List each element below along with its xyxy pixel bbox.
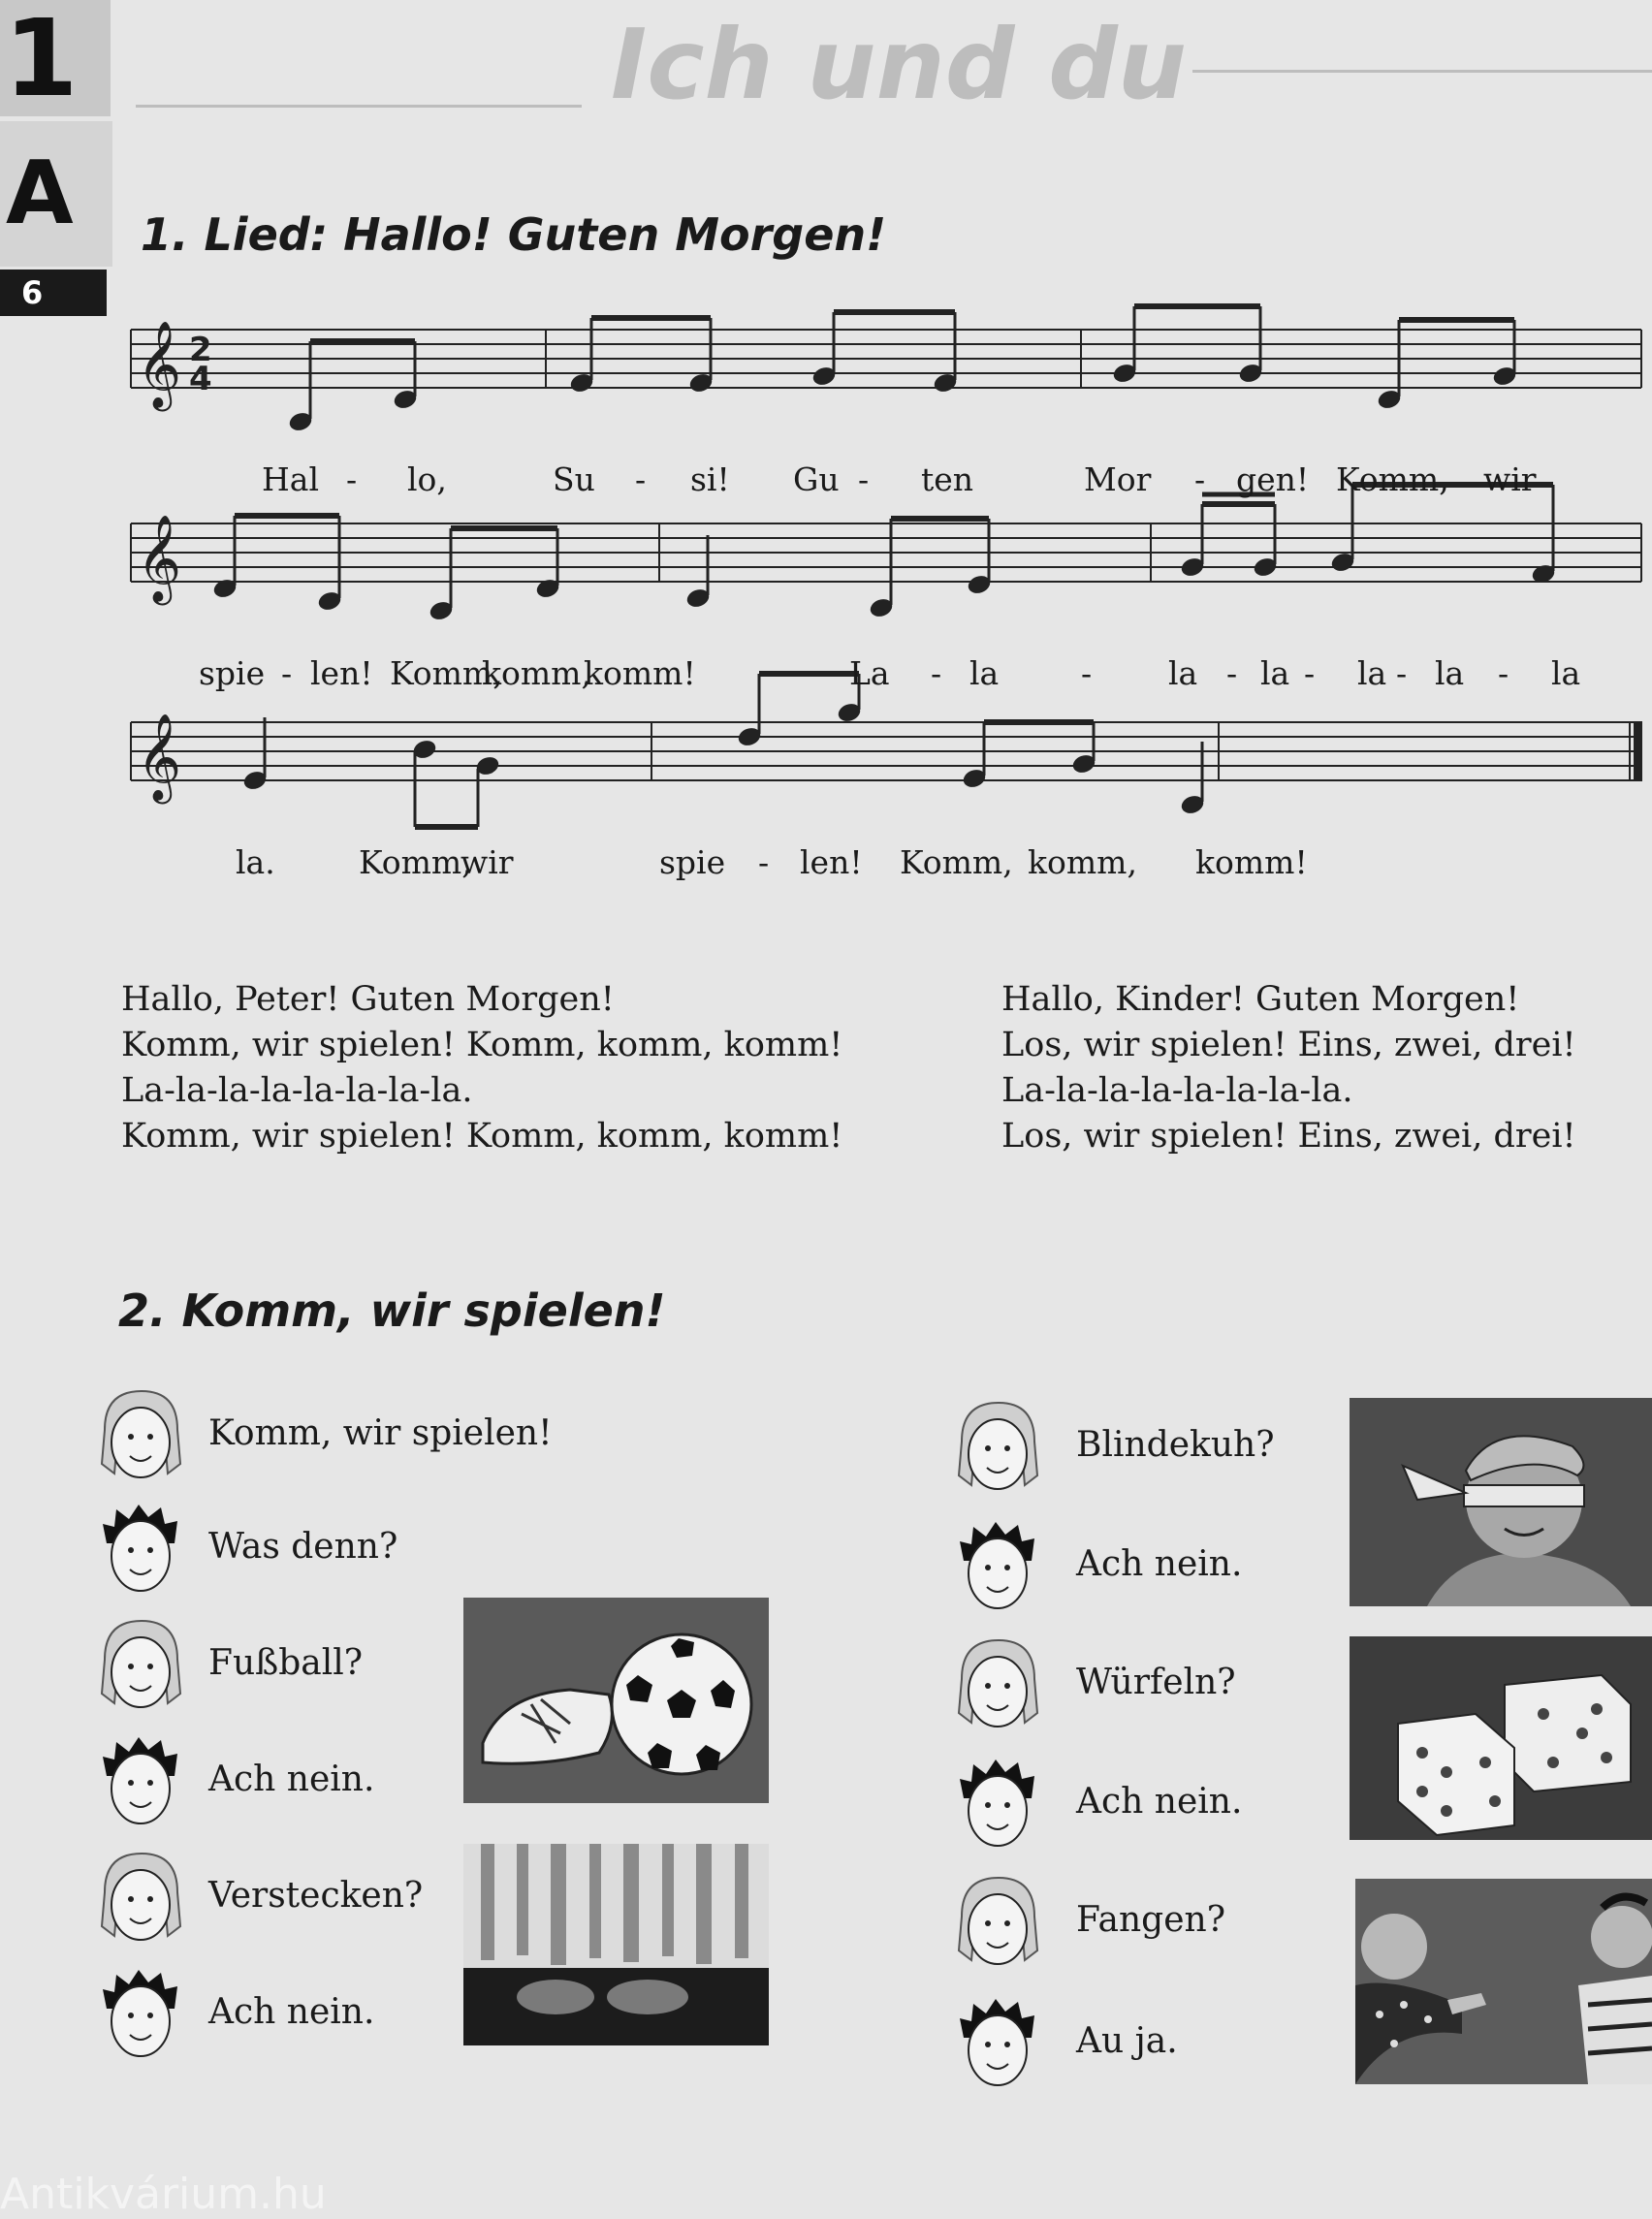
stanza-right-line: Los, wir spielen! Eins, zwei, drei! [1001, 1026, 1576, 1064]
boy-face-icon [95, 1500, 187, 1597]
lyric-syllable: - [281, 654, 293, 692]
left-dialog-line: Verstecken? [208, 1876, 424, 1916]
lyric-syllable: - [758, 843, 770, 881]
lyric-syllable: la [1357, 654, 1387, 692]
girl-face-icon [95, 1616, 187, 1713]
chapter-title: Ich und du [611, 8, 1188, 121]
stanza-left-line: Komm, wir spielen! Komm, komm, komm! [121, 1026, 843, 1064]
lyric-syllable: lo, [407, 460, 447, 498]
boy-face-icon [952, 1517, 1044, 1614]
right-dialog-line: Ach nein. [1076, 1544, 1243, 1584]
time-signature: 2 [189, 331, 212, 369]
lyric-syllable: la [1260, 654, 1290, 692]
lyric-syllable: Gu [793, 460, 840, 498]
lyric-syllable: - [1304, 654, 1316, 692]
stanza-left-line: Komm, wir spielen! Komm, komm, komm! [121, 1117, 843, 1156]
stanza-left-line: Hallo, Peter! Guten Morgen! [121, 980, 615, 1019]
treble-clef-icon: 𝄞 [137, 713, 182, 801]
girl-face-icon [95, 1386, 187, 1483]
lyric-syllable: - [1498, 654, 1509, 692]
right-dialog-line: Ach nein. [1076, 1782, 1243, 1822]
lyric-syllable: - [635, 460, 647, 498]
left-dialog-line: Komm, wir spielen! [208, 1413, 553, 1453]
left-dialog-line: Ach nein. [208, 1759, 375, 1799]
lyric-syllable: - [1194, 460, 1206, 498]
lyric-syllable: la [1551, 654, 1581, 692]
lyric-syllable: komm, [482, 654, 591, 692]
boy-face-icon [952, 1755, 1044, 1852]
watermark: Antikvárium.hu [0, 2170, 327, 2219]
lyric-syllable: la [1435, 654, 1465, 692]
lyric-syllable: - [1081, 654, 1093, 692]
lyric-syllable: Hal [262, 460, 320, 498]
stanza-right-line: La-la-la-la-la-la-la-la. [1001, 1071, 1353, 1110]
dice-illustration [1350, 1636, 1652, 1840]
lyric-syllable: - [346, 460, 358, 498]
lyric-syllable: si! [690, 460, 730, 498]
lyric-syllable: komm, [1028, 843, 1137, 881]
stanza-right-line: Los, wir spielen! Eins, zwei, drei! [1001, 1117, 1576, 1156]
boy-face-icon [952, 1994, 1044, 2091]
section-letter-tab: A [0, 121, 112, 267]
right-dialog-line: Blindekuh? [1076, 1425, 1275, 1465]
left-dialog-line: Ach nein. [208, 1992, 375, 2032]
lyric-syllable: Mor [1084, 460, 1152, 498]
blindfold-illustration [1350, 1398, 1652, 1606]
girl-face-icon [952, 1873, 1044, 1970]
stanza-left [121, 977, 842, 1159]
curtain-hiding-illustration [463, 1844, 769, 2045]
lyric-syllable: gen! [1236, 460, 1310, 498]
lyric-syllable: la. [236, 843, 275, 881]
tag-game-illustration [1355, 1879, 1652, 2084]
lyric-syllable: len! [800, 843, 863, 881]
lyric-syllable: Komm, [1336, 460, 1449, 498]
lyric-syllable: wir [1483, 460, 1537, 498]
lyric-syllable: spie [659, 843, 726, 881]
time-signature: 4 [189, 360, 212, 398]
left-dialog-line: Was denn? [208, 1527, 398, 1567]
stanza-left-line: La-la-la-la-la-la-la-la. [121, 1071, 473, 1110]
lyric-syllable: - [931, 654, 942, 692]
lyric-syllable: - [1396, 654, 1408, 692]
right-dialog-line: Au ja. [1076, 2021, 1178, 2061]
page-number-badge: 6 [0, 269, 107, 316]
lyric-syllable: Komm, [390, 654, 503, 692]
chapter-number-tab: 1 [0, 0, 111, 116]
stanza-right [1001, 977, 1576, 1159]
stanza-right-line: Hallo, Kinder! Guten Morgen! [1001, 980, 1520, 1019]
boy-face-icon [95, 1732, 187, 1829]
girl-face-icon [952, 1635, 1044, 1732]
lyric-syllable: la [969, 654, 1000, 692]
exercise2-heading: 2. Komm, wir spielen! [118, 1284, 666, 1337]
football-illustration [463, 1598, 769, 1803]
treble-clef-icon: 𝄞 [137, 321, 182, 408]
lyric-syllable: komm! [584, 654, 696, 692]
lyric-syllable: - [858, 460, 870, 498]
lyric-syllable: - [1226, 654, 1238, 692]
right-dialog-line: Würfeln? [1076, 1663, 1236, 1702]
boy-face-icon [95, 1965, 187, 2062]
right-dialog-line: Fangen? [1076, 1900, 1226, 1940]
treble-clef-icon: 𝄞 [137, 515, 182, 602]
lyric-syllable: la [1168, 654, 1198, 692]
lyric-syllable: spie [199, 654, 266, 692]
exercise1-heading: 1. Lied: Hallo! Guten Morgen! [141, 208, 887, 261]
lyric-syllable: Komm, [359, 843, 472, 881]
lyric-syllable: La [849, 654, 890, 692]
song-lyrics [0, 0, 1652, 881]
left-dialog-line: Fußball? [208, 1643, 364, 1683]
lyric-syllable: Su [553, 460, 595, 498]
girl-face-icon [952, 1398, 1044, 1495]
lyric-syllable: wir [461, 843, 514, 881]
lyric-syllable: ten [921, 460, 974, 498]
girl-face-icon [95, 1849, 187, 1946]
lyric-syllable: komm! [1195, 843, 1308, 881]
lyric-syllable: Komm, [900, 843, 1013, 881]
lyric-syllable: len! [310, 654, 373, 692]
